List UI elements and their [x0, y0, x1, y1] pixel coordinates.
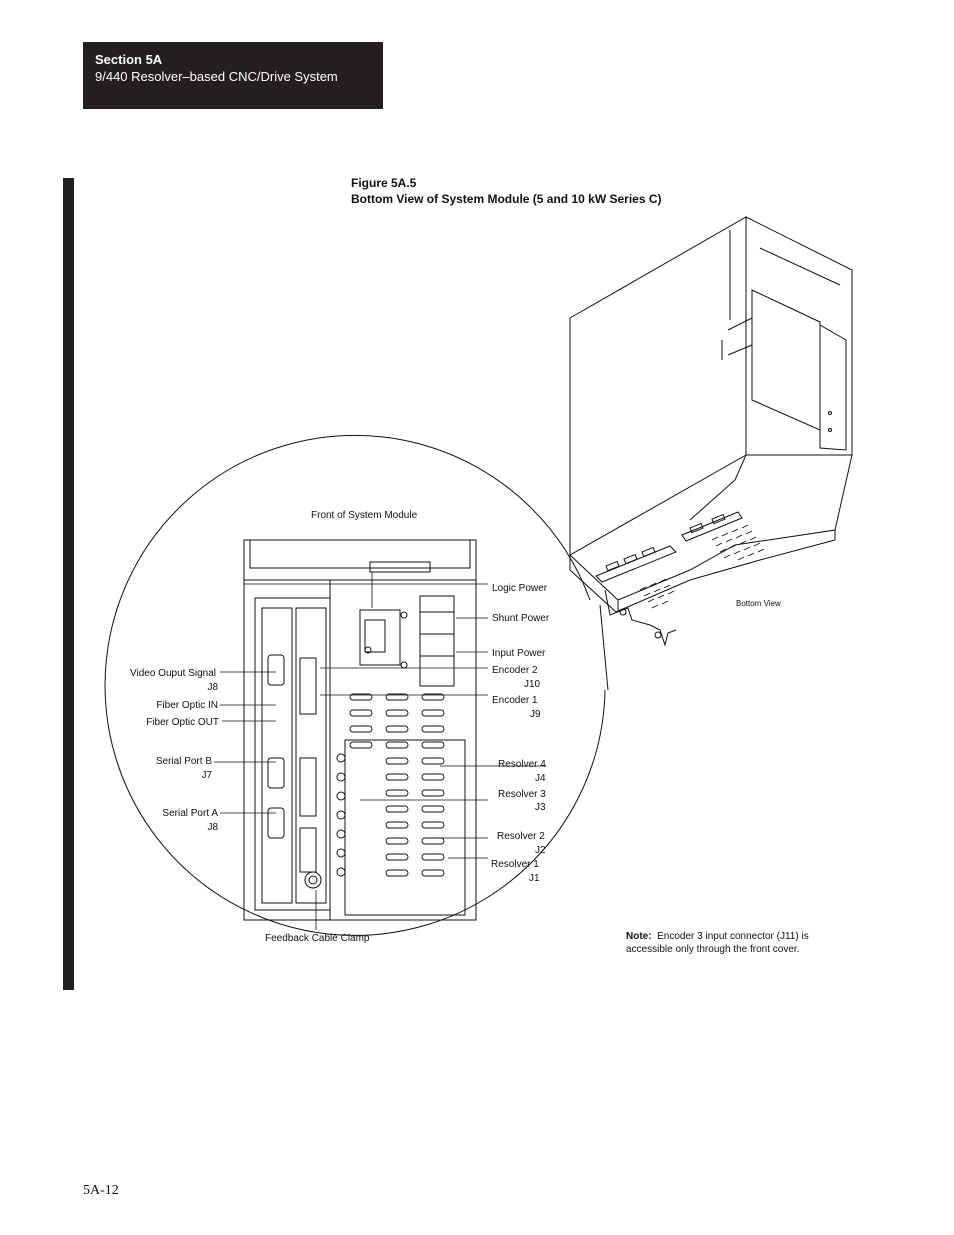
resolver-1-label: Resolver 1 — [491, 859, 539, 870]
serial-port-b-connector: J7 — [201, 770, 212, 781]
front-of-module-label: Front of System Module — [311, 510, 418, 521]
encoder-1-connector: J9 — [530, 709, 541, 720]
section-label: Section 5A — [95, 52, 163, 67]
resolver-2-connector: J2 — [535, 845, 546, 856]
figure-title: Bottom View of System Module (5 and 10 kW Series C) — [351, 192, 662, 206]
video-output-connector: J8 — [207, 682, 218, 693]
note-text: Encoder 3 input connector (J11) is accessible only through the front cover. — [626, 931, 809, 955]
serial-port-a-connector: J8 — [207, 822, 218, 833]
resolver-2-label: Resolver 2 — [497, 831, 545, 842]
input-power-label: Input Power — [492, 648, 546, 659]
bottom-view-vents — [350, 694, 444, 876]
resolver-4-connector: J4 — [535, 773, 546, 784]
feedback-cable-clamp-label: Feedback Cable Clamp — [265, 933, 370, 944]
bottom-view-drawing — [244, 540, 476, 920]
module-vents — [640, 525, 764, 608]
resolver-3-label: Resolver 3 — [498, 789, 546, 800]
encoder-2-connector: J10 — [524, 679, 541, 690]
page-number: 5A-12 — [83, 1183, 119, 1198]
note — [626, 930, 836, 956]
resolver-3-connector: J3 — [535, 802, 546, 813]
serial-port-a-label: Serial Port A — [162, 808, 218, 819]
leader-lines — [214, 572, 546, 930]
resolver-4-label: Resolver 4 — [498, 759, 546, 770]
shunt-power-label: Shunt Power — [492, 613, 550, 624]
bottom-view-label: Bottom View — [736, 599, 781, 608]
encoder-1-label: Encoder 1 — [492, 695, 538, 706]
logic-power-label: Logic Power — [492, 583, 548, 594]
encoder-2-label: Encoder 2 — [492, 665, 538, 676]
figure-number: Figure 5A.5 — [351, 176, 417, 190]
fiber-optic-out-label: Fiber Optic OUT — [146, 717, 219, 728]
serial-port-b-label: Serial Port B — [155, 756, 212, 767]
fiber-optic-in-label: Fiber Optic IN — [156, 700, 218, 711]
module-3d-view — [570, 217, 852, 645]
note-label: Note: — [626, 931, 652, 942]
video-output-label: Video Ouput Signal — [130, 668, 216, 679]
section-subtitle: 9/440 Resolver–based CNC/Drive System — [95, 69, 338, 84]
resolver-1-connector: J1 — [529, 873, 540, 884]
